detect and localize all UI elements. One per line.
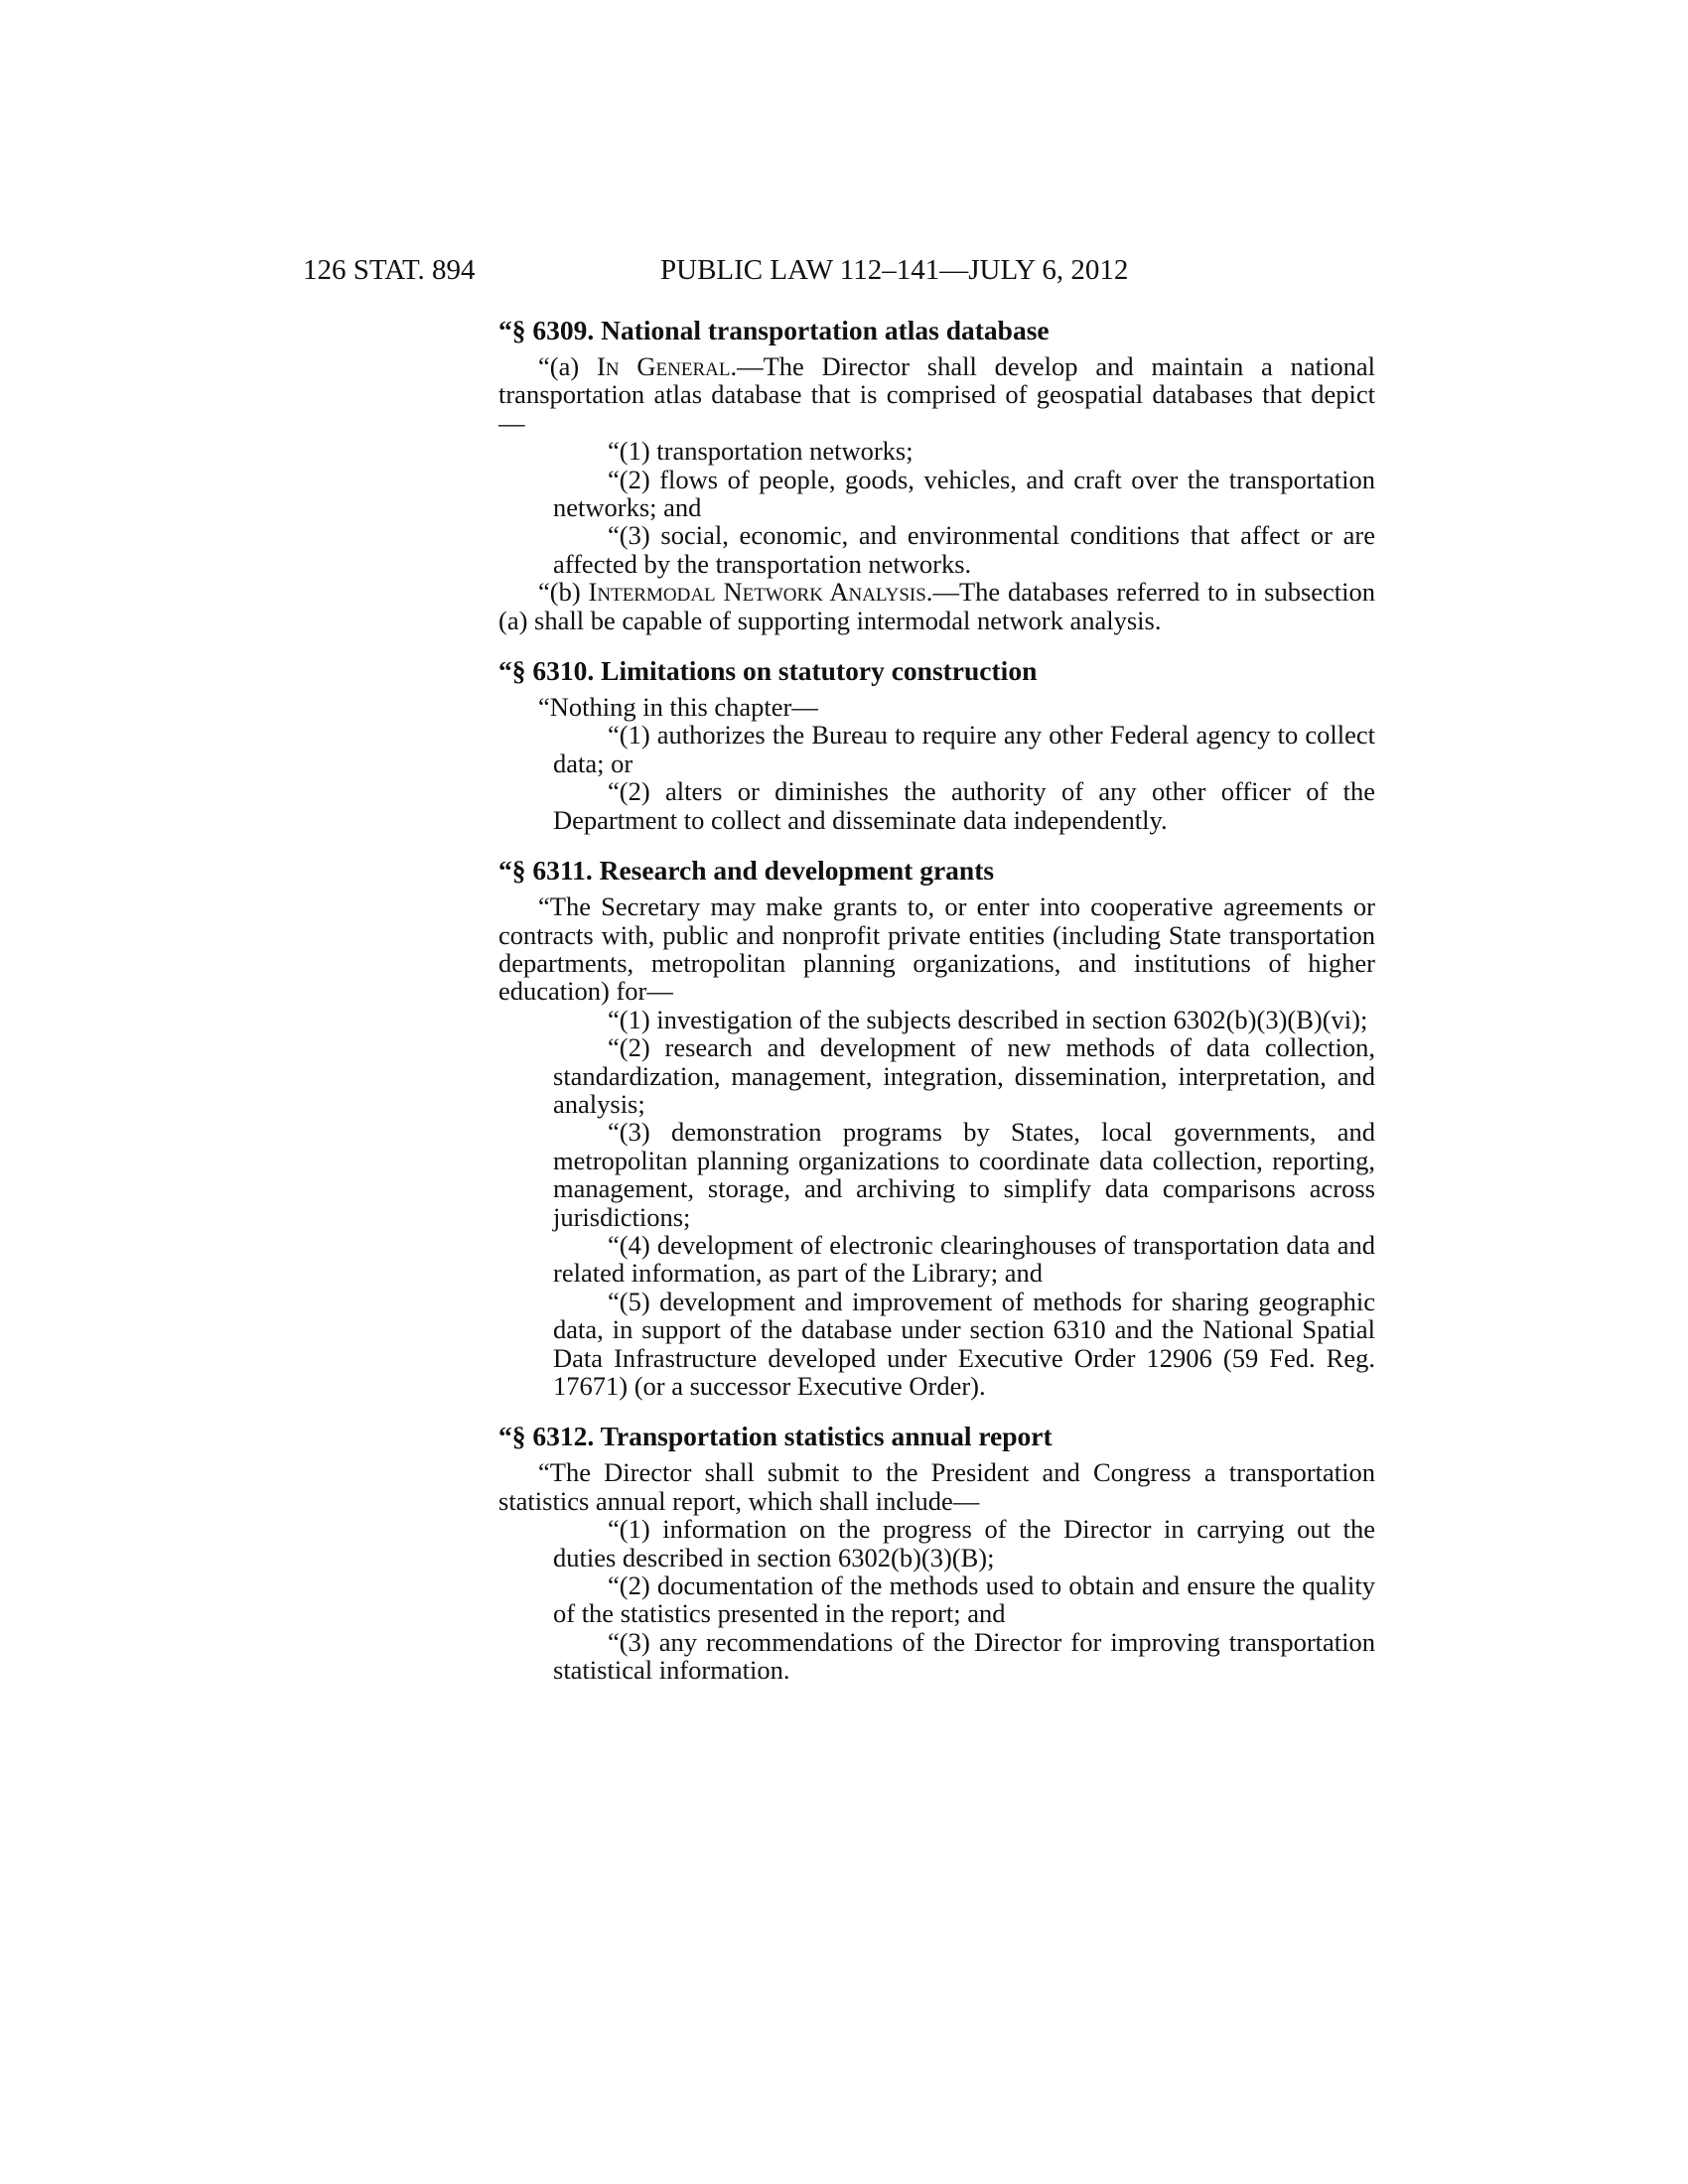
subsection-b-open: “(b): [538, 577, 589, 608]
subsection-a-text: —The Director shall develop and maintain a national transportation atlas database that is comprised of geospatial databases that depict—: [498, 351, 1375, 438]
section-6310-intro: “Nothing in this chapter—: [538, 692, 818, 723]
section-6312-paragraph-3: “(3) any recommendations of the Director for improving transportation statistical information.: [553, 1626, 1375, 1686]
subsection-a-open: “(a): [538, 351, 598, 381]
section-6309-subsection-b: [498, 578, 1375, 634]
section-6309-paragraph-1: “(1) transportation networks;: [608, 436, 914, 467]
section-6310-paragraph-1: “(1) authorizes the Bureau to require any other Federal agency to collect data; or: [553, 720, 1375, 778]
section-6309-paragraph-2: “(2) flows of people, goods, vehicles, and craft over the transportation networks; and: [553, 464, 1375, 523]
section-6310-heading: “§ 6310. Limitations on statutory construction: [498, 655, 1038, 687]
stat-page-reference: 126 STAT. 894: [303, 254, 476, 286]
statute-body: [498, 314, 1375, 1685]
section-6311-heading: “§ 6311. Research and development grants: [498, 855, 995, 887]
section-6309-heading: “§ 6309. National transportation atlas database: [498, 315, 1050, 345]
section-6312-heading: “§ 6312. Transportation statistics annual report: [498, 1421, 1053, 1452]
section-6312-intro: “The Director shall submit to the President and Congress a transportation statistics annual report, which shall include—: [498, 1457, 1375, 1516]
public-law-title: PUBLIC LAW 112–141—JULY 6, 2012: [660, 254, 1129, 286]
subsection-b-caption: Intermodal Network Analysis.: [588, 577, 933, 608]
section-6311-paragraph-5: “(5) development and improvement of methods for sharing geographic data, in support of the database under section 6310 and the National Spatial Data Infrastructure developed under Executive Order 12906 (59 Fed. Reg. 17671) (or a successor Executive Order).: [553, 1286, 1375, 1401]
section-6311-paragraph-3: “(3) demonstration programs by States, local governments, and metropolitan planning organizations to coordinate data collection, reporting, management, storage, and archiving to simplify data comparisons across jurisdictions;: [553, 1117, 1375, 1232]
section-6310-paragraph-2: “(2) alters or diminishes the authority of any other officer of the Department to collect and disseminate data independently.: [553, 776, 1375, 835]
section-6311-paragraph-4: “(4) development of electronic clearinghouses of transportation data and related information, as part of the Library; and: [553, 1229, 1375, 1289]
section-6311-paragraph-1: “(1) investigation of the subjects described in section 6302(b)(3)(B)(vi);: [608, 1004, 1368, 1034]
subsection-b-text: —The databases referred to in subsection (a) shall be capable of supporting intermodal network analysis.: [498, 577, 1376, 635]
section-6311-paragraph-2: “(2) research and development of new methods of data collection, standardization, management, integration, dissemination, interpretation, and analysis;: [553, 1032, 1375, 1119]
section-6312-paragraph-1: “(1) information on the progress of the Director in carrying out the duties described in section 6302(b)(3)(B);: [553, 1514, 1375, 1572]
subsection-a-caption: In General.: [597, 351, 738, 381]
section-6309-subsection-a: [498, 352, 1375, 437]
section-6312-paragraph-2: “(2) documentation of the methods used to obtain and ensure the quality of the statistics presented in the report; and: [553, 1570, 1375, 1629]
section-6311-intro: “The Secretary may make grants to, or enter into cooperative agreements or contracts with, public and nonprofit private entities (including State transportation departments, metropolitan planning organizations, and institutions of higher education) for—: [498, 891, 1375, 1007]
running-head: [303, 250, 1216, 290]
section-6309-paragraph-3: “(3) social, economic, and environmental conditions that affect or are affected by the transportation networks.: [553, 520, 1375, 579]
